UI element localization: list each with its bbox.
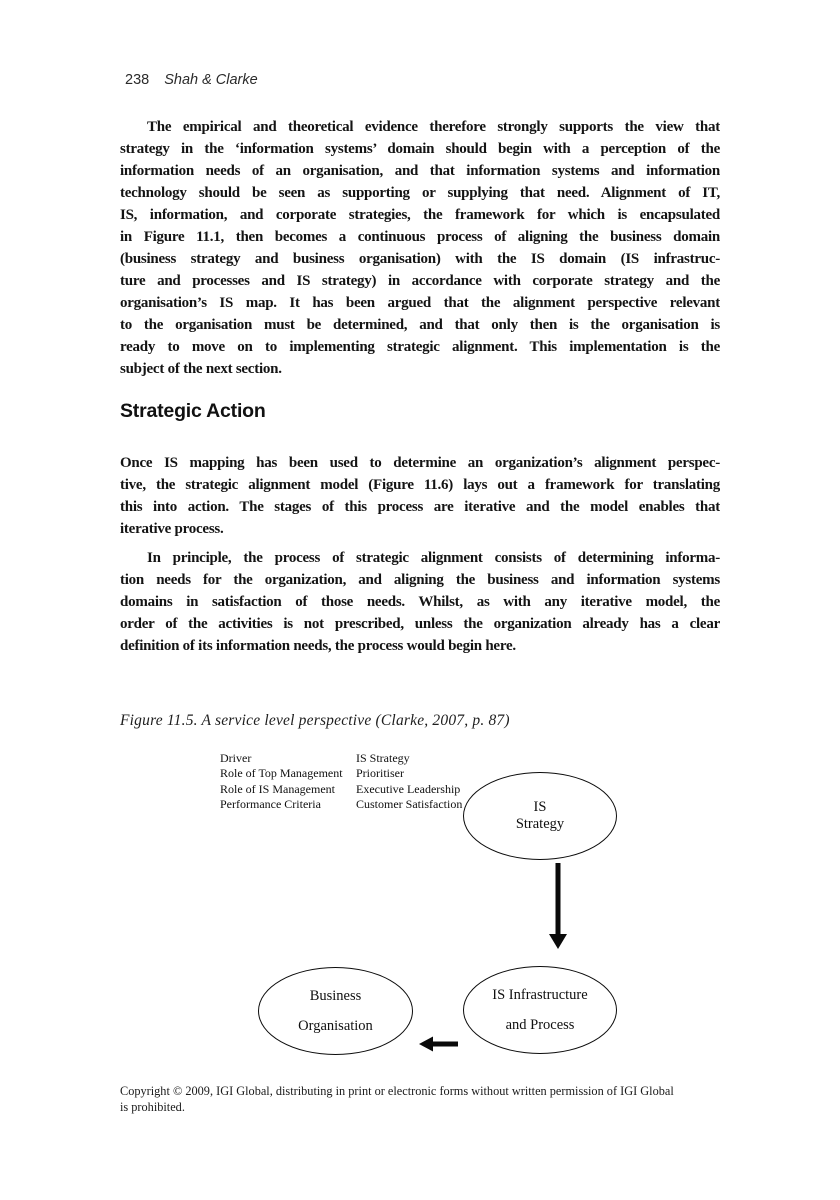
figure-caption: Figure 11.5. A service level perspective (Clarke, 2007, p. 87) xyxy=(120,712,510,729)
is-strategy-ellipse xyxy=(463,772,617,860)
label-performance-criteria: Performance Criteria xyxy=(220,796,321,811)
text-line: Once IS mapping has been used to determine an organization’s alignment perspec- xyxy=(120,455,720,471)
is-infrastructure-ellipse xyxy=(463,966,617,1054)
label-prioritiser: Prioritiser xyxy=(356,766,404,781)
text-line: domains in satisfaction of those needs. Whilst, as with any iterative model, the xyxy=(120,594,720,610)
label-customer-satisfaction: Customer Satisfaction xyxy=(356,796,463,811)
page-number: 238 xyxy=(125,72,150,88)
copyright-line: Copyright © 2009, IGI Global, distributing in print or electronic forms without written permission of IGI Global xyxy=(120,1084,674,1098)
ellipse-text: Business xyxy=(309,988,362,1004)
text-line: iterative process. xyxy=(120,521,224,537)
copyright-footer xyxy=(120,1084,724,1115)
paragraph-2 xyxy=(120,452,720,540)
diagram-left-labels xyxy=(220,751,343,812)
text-line: tion needs for the organization, and aligning the business and information systems xyxy=(120,572,720,588)
text-line: IS, information, and corporate strategies, the framework for which is encapsulated xyxy=(120,207,720,223)
text-line: technology should be seen as supporting or supplying that need. Alignment of IT, xyxy=(120,185,720,201)
text-line: ready to move on to implementing strategic alignment. This implementation is the xyxy=(120,339,720,355)
text-line: information needs of an organisation, and that information systems and information xyxy=(120,163,720,179)
ellipse-text: IS xyxy=(533,799,547,815)
ellipse-text: IS Infrastructure xyxy=(492,987,588,1003)
business-organisation-ellipse xyxy=(258,967,413,1055)
text-line: The empirical and theoretical evidence therefore strongly supports the view that xyxy=(147,119,720,135)
text-line: subject of the next section. xyxy=(120,361,282,377)
ellipse-text: Organisation xyxy=(298,1018,373,1034)
label-role-top-management: Role of Top Management xyxy=(220,766,343,781)
label-executive-leadership: Executive Leadership xyxy=(356,781,461,796)
text-line: tive, the strategic alignment model (Figure 11.6) lays out a framework for translating xyxy=(120,477,720,493)
running-header xyxy=(125,72,258,88)
arrow-left-icon xyxy=(419,1037,458,1052)
text-line: organisation’s IS map. It has been argued that the alignment perspective relevant xyxy=(120,295,720,311)
paragraph-1 xyxy=(120,116,720,380)
label-role-is-management: Role of IS Management xyxy=(220,781,335,796)
running-header-authors: Shah & Clarke xyxy=(164,72,258,88)
arrow-down-icon xyxy=(549,863,567,949)
copyright-line: is prohibited. xyxy=(120,1099,185,1114)
text-line: strategy in the ‘information systems’ domain should begin with a perception of the xyxy=(120,141,720,157)
section-heading: Strategic Action xyxy=(120,400,266,422)
text-line: (business strategy and business organisation) with the IS domain (IS infrastruc- xyxy=(120,251,720,267)
ellipse-text: Strategy xyxy=(515,816,565,832)
paragraph-3 xyxy=(120,547,720,657)
label-is-strategy: IS Strategy xyxy=(356,751,410,765)
text-line: to the organisation must be determined, and that only then is the organisation is xyxy=(120,317,720,333)
text-line: definition of its information needs, the process would begin here. xyxy=(120,638,516,654)
text-line: in Figure 11.1, then becomes a continuous process of aligning the business domain xyxy=(120,229,720,245)
label-driver: Driver xyxy=(220,751,252,765)
text-line: ture and processes and IS strategy) in accordance with corporate strategy and the xyxy=(120,273,720,289)
text-line: this into action. The stages of this process are iterative and the model enables that xyxy=(120,499,720,515)
text-line: In principle, the process of strategic alignment consists of determining informa- xyxy=(147,550,720,566)
ellipse-text: and Process xyxy=(505,1017,575,1033)
diagram-right-labels xyxy=(356,751,462,812)
text-line: order of the activities is not prescribed, unless the organization already has a clear xyxy=(120,616,720,632)
